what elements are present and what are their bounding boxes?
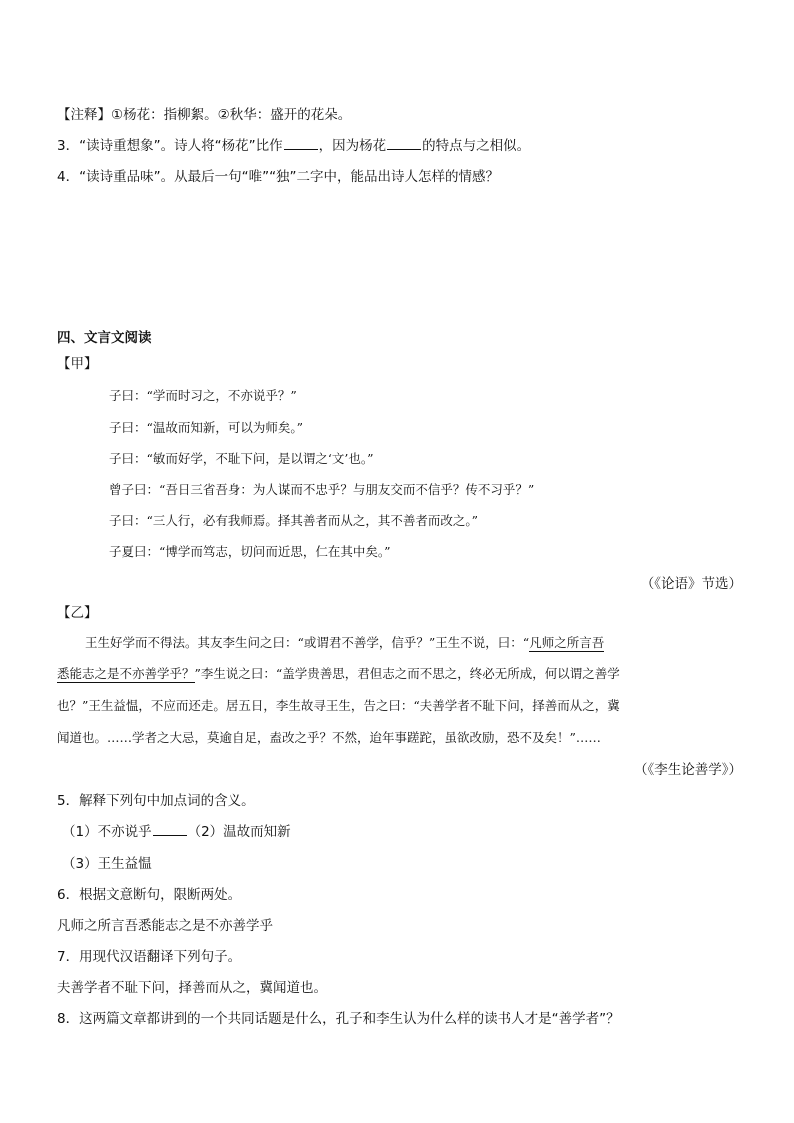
question-5-item: （1）不亦说乎 — [62, 824, 152, 840]
answer-blank[interactable] — [387, 137, 421, 150]
passage-jia-line: 子曰：“敏而好学，不耻下问，是以谓之‘文’也。” — [109, 451, 374, 466]
passage-jia-label: 【甲】 — [57, 356, 98, 372]
passage-yi-line — [85, 633, 604, 651]
passage-yi-label: 【乙】 — [57, 605, 98, 621]
passage-yi-line: 也？”王生益愠，不应而还走。居五日，李生故寻王生，告之曰：“夫善学者不耻下问，择善而从之，冀 — [57, 698, 620, 713]
question-5-title: 5．解释下列句中加点词的含义。 — [57, 793, 255, 809]
question-6-text: 凡师之所言吾悉能志之是不亦善学乎 — [57, 918, 273, 934]
passage-jia-line: 子曰：“温故而知新，可以为师矣。” — [109, 420, 304, 435]
passage-jia-source: （《论语》节选） — [640, 576, 742, 592]
passage-jia-line: 子曰：“三人行，必有我师焉。择其善者而从之，其不善者而改之。” — [109, 513, 479, 528]
question-6-title: 6．根据文意断句，限断两处。 — [57, 887, 242, 903]
answer-blank[interactable] — [284, 137, 318, 150]
passage-jia-line: 子夏曰：“博学而笃志，切问而近思，仁在其中矣。” — [109, 544, 391, 559]
question-7-text: 夫善学者不耻下问，择善而从之，冀闻道也。 — [57, 980, 327, 996]
question-4: 4．“读诗重品味”。从最后一句“唯”“独”二字中，能品出诗人怎样的情感？ — [57, 169, 500, 185]
question-3-part-a: 3．“读诗重想象”。诗人将“杨花”比作 — [57, 138, 283, 154]
passage-yi-line — [57, 664, 620, 682]
passage-yi-line: 闻道也。……学者之大忌，莫逾自足，盍改之乎？不然，迨年事蹉跎，虽欲改励，恐不及矣！”…… — [57, 730, 601, 745]
poem-annotation: 【注释】①杨花：指柳絮。②秋华：盛开的花朵。 — [57, 107, 352, 123]
section-title: 四、文言文阅读 — [57, 330, 152, 346]
question-3-part-c: 的特点与之相似。 — [422, 138, 531, 154]
passage-yi-source: （《李生论善学》） — [634, 762, 742, 778]
answer-blank[interactable] — [153, 823, 187, 836]
question-5-items — [62, 820, 291, 840]
underlined-sentence: 悉能志之是不亦善学乎？ — [57, 666, 195, 681]
question-8: 8．这两篇文章都讲到的一个共同话题是什么，孔子和李生认为什么样的读书人才是“善学者”？ — [57, 1011, 620, 1027]
question-3-part-b: ，因为杨花 — [318, 138, 387, 154]
question-3 — [57, 134, 530, 154]
question-7-title: 7．用现代汉语翻译下列句子。 — [57, 949, 242, 965]
passage-jia-line: 曾子曰：“吾日三省吾身：为人谋而不忠乎？与朋友交而不信乎？传不习乎？” — [109, 482, 535, 497]
question-5-item: （2）温故而知新 — [187, 824, 291, 840]
passage-jia-line: 子曰：“学而时习之，不亦说乎？” — [109, 388, 297, 403]
underlined-sentence: 凡师之所言吾 — [529, 635, 605, 650]
question-5-item: （3）王生益愠 — [62, 856, 152, 872]
passage-yi-text: ”李生说之曰：“盖学贵善思，君但志之而不思之，终必无所成，何以谓之善学 — [194, 666, 620, 681]
passage-yi-text: 王生好学而不得法。其友李生问之曰：“或谓君不善学，信乎？”王生不说，曰：“ — [85, 635, 530, 650]
